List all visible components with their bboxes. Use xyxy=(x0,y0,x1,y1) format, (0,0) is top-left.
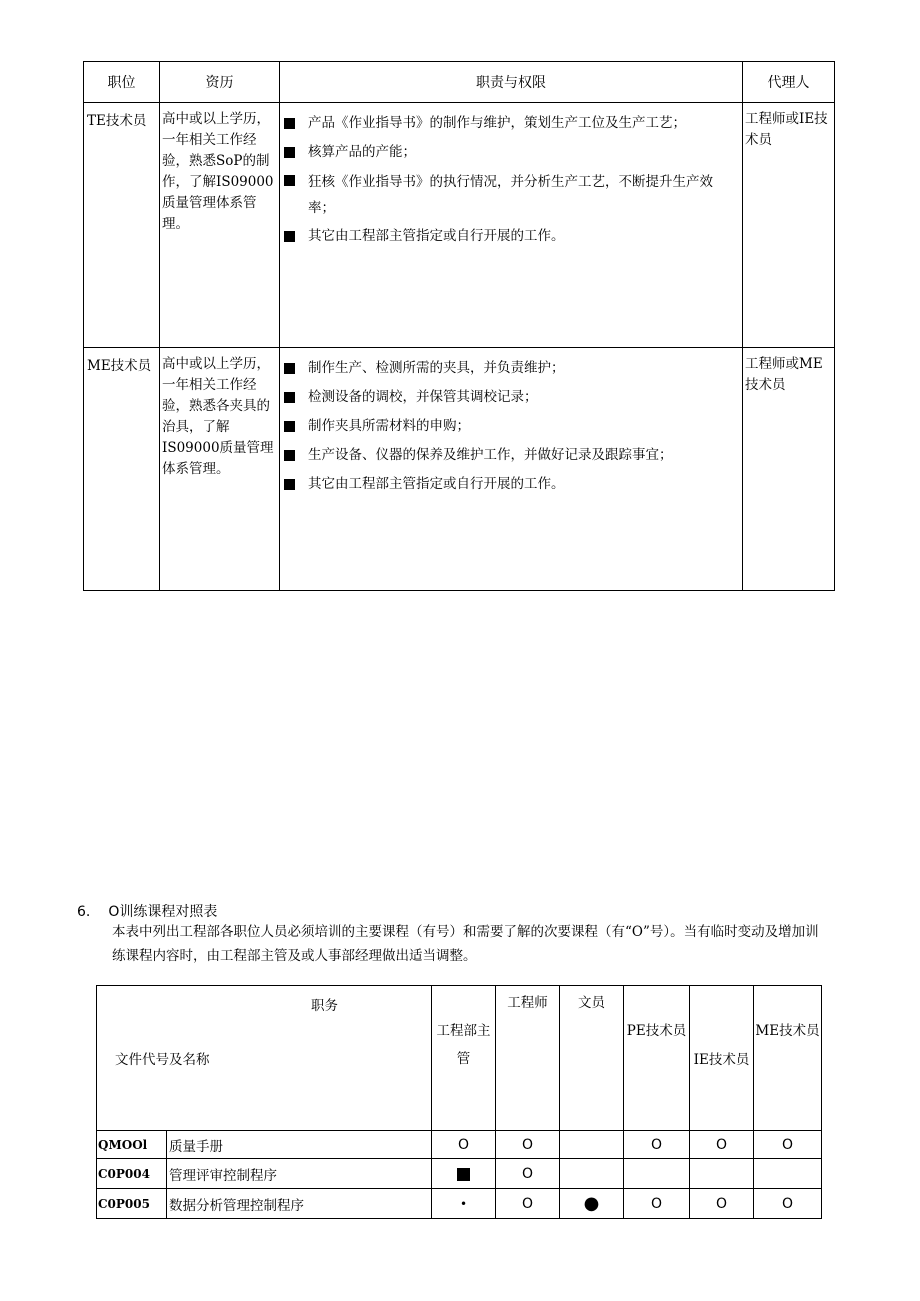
duty-item: 生产设备、仪器的保养及维护工作，并做好记录及跟踪事宜； xyxy=(282,441,738,470)
mark-cell: O xyxy=(496,1131,560,1159)
role-header: IE技术员 xyxy=(690,986,754,1131)
duty-list xyxy=(282,109,738,251)
header-duties: 职责与权限 xyxy=(280,62,743,103)
mark-cell xyxy=(624,1159,690,1189)
section-number: 6. xyxy=(77,904,91,920)
qualification-cell: 高中或以上学历，一年相关工作经验，熟悉各夹具的治具，了解IS09000质量管理体系管理。 xyxy=(160,348,280,591)
role-header: PE技术员 xyxy=(624,986,690,1131)
table-row xyxy=(97,1131,822,1159)
duties-cell xyxy=(280,348,743,591)
mark-cell: O xyxy=(496,1189,560,1219)
table-row xyxy=(97,1189,822,1219)
doc-code: C0P005 xyxy=(97,1189,167,1219)
mark-cell: O xyxy=(690,1131,754,1159)
doc-code: QMOOl xyxy=(97,1131,167,1159)
mark-cell xyxy=(754,1159,822,1189)
mark-cell: O xyxy=(496,1159,560,1189)
mark-cell: O xyxy=(754,1131,822,1159)
role-row-me xyxy=(84,348,835,591)
table-row xyxy=(97,1159,822,1189)
position-cell: TE技术员 xyxy=(84,103,160,348)
duty-item: 制作夹具所需材料的申购； xyxy=(282,412,738,441)
doc-name: 质量手册 xyxy=(167,1131,432,1159)
doc-code: C0P004 xyxy=(97,1159,167,1189)
role-header: 工程部主管 xyxy=(432,986,496,1131)
square-bullet-icon xyxy=(284,450,295,461)
square-bullet-icon xyxy=(284,421,295,432)
square-bullet-icon xyxy=(284,175,295,186)
duty-list xyxy=(282,354,738,499)
duty-item: 狂核《作业指导书》的执行情况，并分析生产工艺，不断提升生产效率； xyxy=(282,167,738,222)
doc-name: 数据分析管理控制程序 xyxy=(167,1189,432,1219)
duties-cell xyxy=(280,103,743,348)
role-row-te xyxy=(84,103,835,348)
qualification-cell: 高中或以上学历，一年相关工作经验，熟悉SoP的制作，了解IS09000质量管理体系管理。 xyxy=(160,103,280,348)
header-qualification: 资历 xyxy=(160,62,280,103)
duty-label: 职务 xyxy=(311,998,338,1014)
mark-cell: O xyxy=(690,1189,754,1219)
doc-name: 管理评审控制程序 xyxy=(167,1159,432,1189)
section-heading xyxy=(77,901,217,921)
duty-item: 检测设备的调校，并保管其调校记录； xyxy=(282,383,738,412)
training-course-table xyxy=(96,985,822,1219)
role-header: ME技术员 xyxy=(754,986,822,1131)
duty-item: 其它由工程部主管指定或自行开展的工作。 xyxy=(282,222,738,251)
duty-item: 核算产品的产能； xyxy=(282,138,738,167)
square-bullet-icon xyxy=(284,392,295,403)
roles-responsibilities-table xyxy=(83,61,835,591)
mark-cell xyxy=(560,1131,624,1159)
mark-cell: O xyxy=(624,1131,690,1159)
position-cell: ME技术员 xyxy=(84,348,160,591)
mark-cell xyxy=(432,1159,496,1189)
agent-cell: 工程师或IE技术员 xyxy=(743,103,835,348)
mark-cell xyxy=(560,1159,624,1189)
section-paragraph: 本表中列出工程部各职位人员必须培训的主要课程（有号）和需要了解的次要课程（有“O”号）。当有临时变动及增加训练课程内容时，由工程部主管及或人事部经理做出适当调整。 xyxy=(112,924,819,964)
square-bullet-icon xyxy=(284,118,295,129)
mark-cell: O xyxy=(624,1189,690,1219)
mark-cell: ● xyxy=(560,1189,624,1219)
square-bullet-icon xyxy=(284,363,295,374)
square-bullet-icon xyxy=(284,147,295,158)
training-header-row xyxy=(97,986,822,1131)
mark-cell: • xyxy=(432,1189,496,1219)
corner-header xyxy=(97,986,432,1131)
role-header: 文员 xyxy=(560,986,624,1131)
filled-square-icon xyxy=(457,1168,470,1181)
agent-cell: 工程师或ME技术员 xyxy=(743,348,835,591)
role-header: 工程师 xyxy=(496,986,560,1131)
header-position: 职位 xyxy=(84,62,160,103)
section-title: O训练课程对照表 xyxy=(108,904,218,920)
duty-item: 制作生产、检测所需的夹具，并负责维护； xyxy=(282,354,738,383)
square-bullet-icon xyxy=(284,479,295,490)
duty-item: 其它由工程部主管指定或自行开展的工作。 xyxy=(282,470,738,499)
mark-cell: O xyxy=(754,1189,822,1219)
header-agent: 代理人 xyxy=(743,62,835,103)
square-bullet-icon xyxy=(284,231,295,242)
mark-cell xyxy=(690,1159,754,1189)
mark-cell: O xyxy=(432,1131,496,1159)
duty-item: 产品《作业指导书》的制作与维护，策划生产工位及生产工艺； xyxy=(282,109,738,138)
doc-label: 文件代号及名称 xyxy=(115,1052,210,1068)
roles-header-row xyxy=(84,62,835,103)
